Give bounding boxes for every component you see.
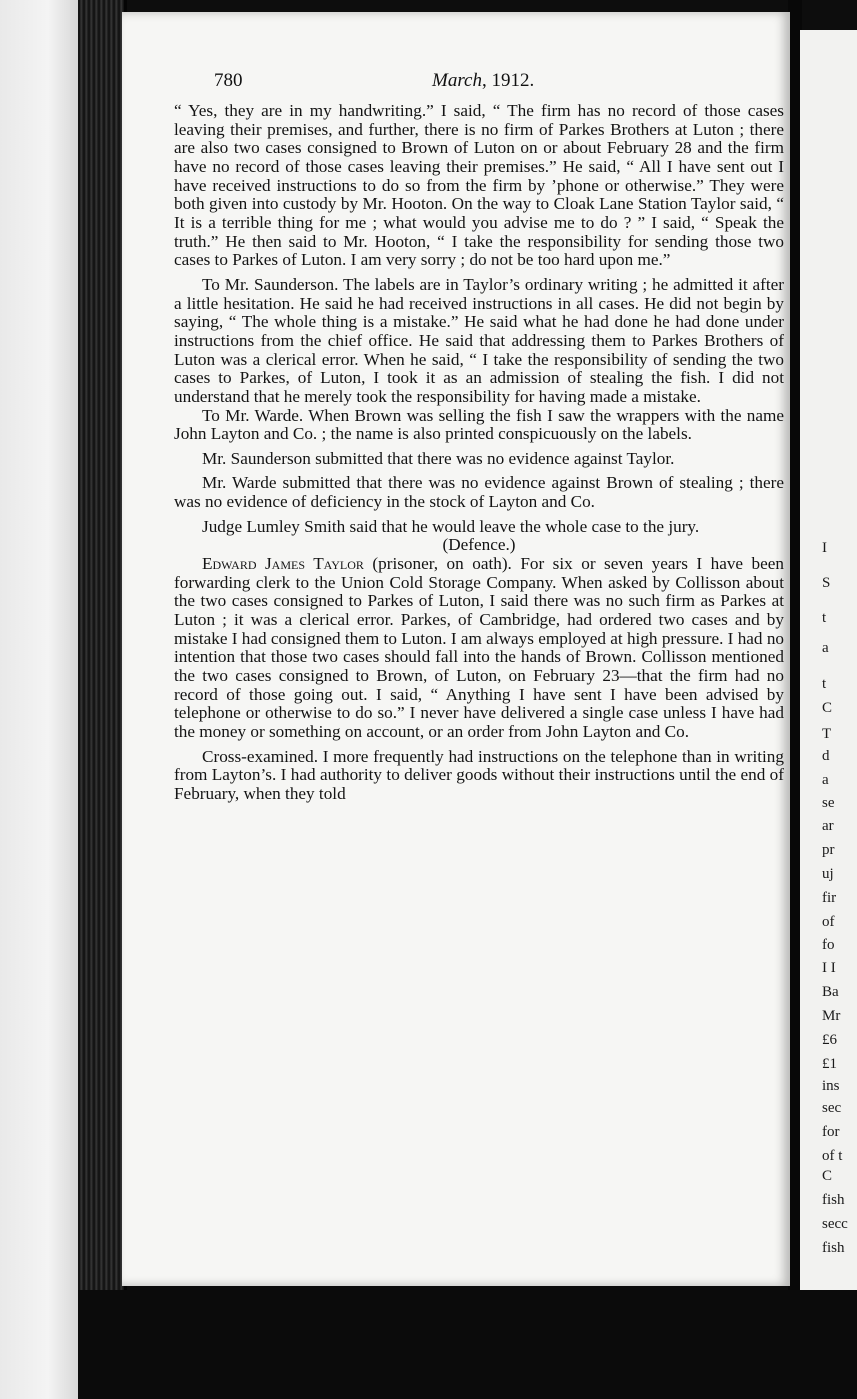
- facing-page-fragment: ar: [822, 818, 834, 834]
- facing-page-fragment: sec: [822, 1100, 842, 1116]
- paragraph-cross-examined: Cross-examined. I more frequently had instructions on the telephone than in writing from Layton’s. I had authority to deliver goods without their instructions until the end of February, when they told: [174, 746, 784, 803]
- facing-page-fragment: S: [822, 575, 831, 591]
- running-head: [432, 70, 534, 92]
- facing-page-fragment: I I: [822, 960, 836, 976]
- facing-page-fragment: T: [822, 726, 832, 742]
- book-binding: [78, 0, 127, 1310]
- facing-page-fragment: ins: [822, 1078, 840, 1094]
- page-body: [174, 102, 784, 804]
- facing-page-fragment: I: [822, 540, 827, 556]
- facing-page-fragment: fir: [822, 890, 837, 906]
- paragraph-to-mr-saunderson: To Mr. Saunderson. The labels are in Taylor’s ordinary writing ; he admitted it after a little hesitation. He said he had received instructions in all cases. He did not begin by saying, “ The whole thing is a mistake.” He said what he had done he had done under instructions from the chief office. He said that addressing them to Parkes Brothers of Luton was a clerical error. When he said, “ I take the responsibility of sending the two cases to Parkes, of Luton, I took it as an admission of stealing the fish. I did not understand that he merely took the responsibility for having made a mistake.: [174, 274, 784, 406]
- facing-page-fragment: fish: [822, 1192, 845, 1208]
- facing-page-fragment: d: [822, 748, 830, 764]
- paragraph-warde-submission: Mr. Warde submitted that there was no evidence against Brown of stealing ; there was no evidence of deficiency in the stock of Layton and Co.: [174, 473, 784, 512]
- facing-page-fragment: for: [822, 1124, 840, 1140]
- page-number: 780: [214, 70, 243, 91]
- paragraph-quote-continuation: “ Yes, they are in my handwriting.” I said, “ The firm has no record of those cases leaving their premises, and further, there is no firm of Parkes Brothers at Luton ; there are also two cases consigned to Brown of Luton on or about February 28 and the firm have no record of those cases leaving their premises.” He said, “ All I have sent out I have received instructions to do so from the firm by ’phone or otherwise.” They were both given into custody by Mr. Hooton. On the way to Cloak Lane Station Taylor said, “ It is a terrible thing for me ; what would you advise me to do ? ” I said, “ Speak the truth.” He then said to Mr. Hooton, “ I take the responsibility for sending those two cases to Parkes of Luton. I am very sorry ; do not be too hard upon me.”: [174, 101, 784, 270]
- paragraph-judge-ruling: Judge Lumley Smith said that he would leave the whole case to the jury.: [202, 516, 700, 536]
- facing-page-fragment: C: [822, 700, 833, 716]
- facing-page-fragment: uj: [822, 866, 834, 882]
- facing-page-fragment: t: [822, 610, 827, 626]
- bottom-background: [78, 1290, 857, 1399]
- left-margin-background: [0, 0, 80, 1399]
- facing-page-fragment: of: [822, 914, 835, 930]
- facing-page-fragment: £1: [822, 1056, 837, 1072]
- paragraph-saunderson-submission: Mr. Saunderson submitted that there was no evidence against Taylor.: [202, 448, 675, 468]
- book-page: [122, 12, 790, 1286]
- witness-testimony: (prisoner, on oath). For six or seven years I have been forwarding clerk to the Union Cold Storage Company. When asked by Collisson about the two cases consigned to Parkes of Luton, I said there was no such firm as Parkes at Luton ; it was a clerical error. Parkes, of Cambridge, had ordered two cases and by mistake I had consigned them to Luton. I am always employed at high pressure. I had no intention that those two cases should fall into the hands of Brown. Collisson mentioned the two cases consigned to Brown, of Luton, on February 23—that the firm had no record of those going out. I said, “ Anything I have sent I have been advised by telephone or otherwise to do so.” I never have delivered a single case unless I have had the money or something on account, or an order from John Layton and Co.: [174, 554, 785, 741]
- running-head-month: March: [432, 70, 482, 91]
- facing-page-fragment: se: [822, 795, 835, 811]
- facing-page-fragment: fish: [822, 1240, 845, 1256]
- facing-page-fragment: £6: [822, 1032, 837, 1048]
- facing-page-fragment: of t: [822, 1148, 843, 1164]
- facing-page-fragment: fo: [822, 937, 835, 953]
- defence-heading: (Defence.): [442, 535, 516, 555]
- facing-page-fragment: t: [822, 676, 827, 692]
- running-head-year: , 1912.: [481, 70, 535, 91]
- facing-page-fragment: secc: [822, 1216, 848, 1232]
- facing-page-fragment: Ba: [822, 984, 839, 1000]
- paragraph-taylor-evidence: [174, 555, 784, 742]
- facing-page-fragment: pr: [822, 842, 835, 858]
- facing-page-edge: [800, 30, 857, 1310]
- facing-page-fragment: C: [822, 1168, 833, 1184]
- facing-page-fragment: a: [822, 640, 829, 656]
- paragraph-to-mr-warde: To Mr. Warde. When Brown was selling the fish I saw the wrappers with the name John Layton and Co. ; the name is also printed conspicuously on the labels.: [174, 405, 784, 444]
- facing-page-fragment: a: [822, 772, 829, 788]
- witness-name: Edward James Taylor: [202, 554, 364, 574]
- facing-page-fragment: Mr: [822, 1008, 841, 1024]
